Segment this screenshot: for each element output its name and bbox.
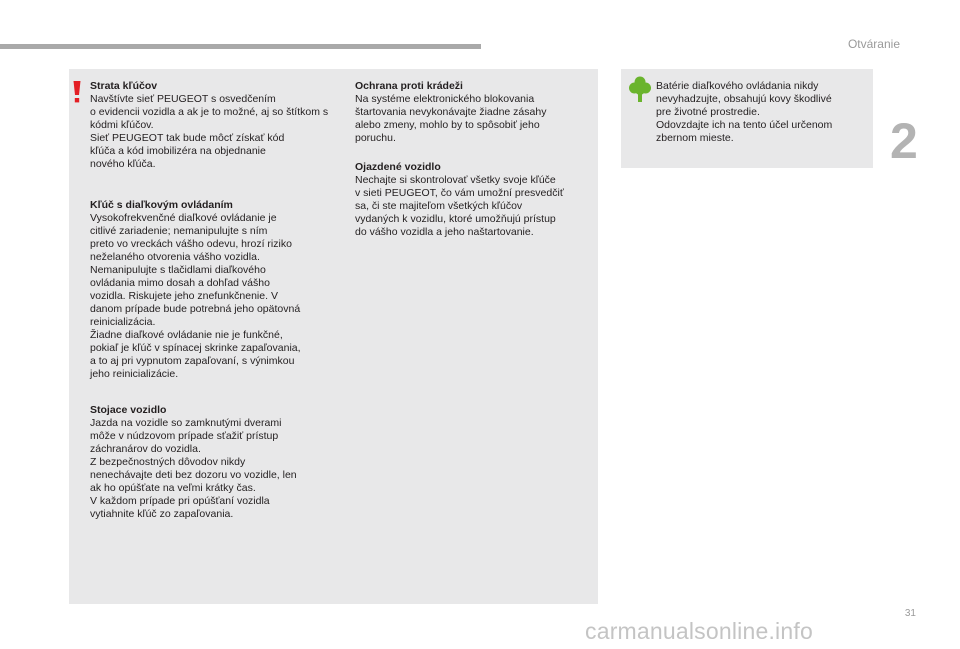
column-left (90, 80, 345, 521)
page-number: 31 (904, 608, 916, 619)
parked-vehicle-heading: Stojace vozidlo (90, 404, 167, 416)
parked-vehicle-text: Jazda na vozidle so zamknutými dverami môže v núdzovom prípade sťažiť prístup záchranárov do vozidla. Z bezpečnostných dôvodov nikdy nenechávajte deti bez dozoru vo vozidle, len ak ho opúšťate na veľmi krátky čas. V každom prípade pri opúšťaní vozidla vytiahnite kľúč zo zapaľovania. (90, 417, 297, 520)
watermark: carmanualsonline.info (585, 618, 813, 644)
warning-icon (72, 80, 82, 104)
anti-theft-heading: Ochrana proti krádeži (355, 80, 463, 92)
key-loss-heading: Strata kľúčov (90, 80, 158, 92)
chapter-number: 2 (890, 113, 918, 169)
remote-key-heading: Kľúč s diaľkovým ovládaním (90, 199, 233, 211)
header-bar (0, 44, 481, 49)
used-vehicle-text: Nechajte si skontrolovať všetky svoje kľúče v sieti PEUGEOT, čo vám umožní presvedčiť sa, či ste majiteľom všetkých kľúčov vydaných k vozidlu, ktoré umožňujú prístup do vášho vozidla a jeho naštartovanie. (355, 174, 564, 238)
used-vehicle-heading: Ojazdené vozidlo (355, 161, 441, 173)
key-loss-text: Navštívte sieť PEUGEOT s osvedčením o evidencii vozidla a ak je to možné, aj so štítkom s kódmi kľúčov. Sieť PEUGEOT tak bude môcť získať kód kľúča a kód imobilizéra na objednanie nového kľúča. (90, 93, 329, 170)
section-title: Otváranie (847, 37, 900, 51)
anti-theft-text: Na systéme elektronického blokovania štartovania nevykonávajte žiadne zásahy alebo zmeny, mohlo by to spôsobiť jeho poruchu. (355, 93, 547, 144)
column-middle (355, 80, 595, 239)
tree-icon (629, 76, 651, 102)
remote-key-text: Vysokofrekvenčné diaľkové ovládanie je citlivé zariadenie; nemanipulujte s ním preto vo vreckách vášho odevu, hrozí riziko neželaného otvorenia vášho vozidla. Nemanipulujte s tlačidlami diaľkového ovládania mimo dosah a dohľad vášho vozidla. Riskujete jeho znefunkčnenie. V danom prípade bude potrebná jeho opätovná reinicializácia. Žiadne diaľkové ovládanie nie je funkčné, pokiaľ je kľúč v spínacej skrinke zapaľovania, a to aj pri vypnutom zapaľovaní, s výnimkou jeho reinicializácie. (90, 212, 301, 380)
eco-text: Batérie diaľkového ovládania nikdy nevyhadzujte, obsahujú kovy škodlivé pre životné prostredie. Odovzdajte ich na tento účel určenom zbernom mieste. (656, 80, 833, 144)
eco-note (656, 80, 868, 145)
